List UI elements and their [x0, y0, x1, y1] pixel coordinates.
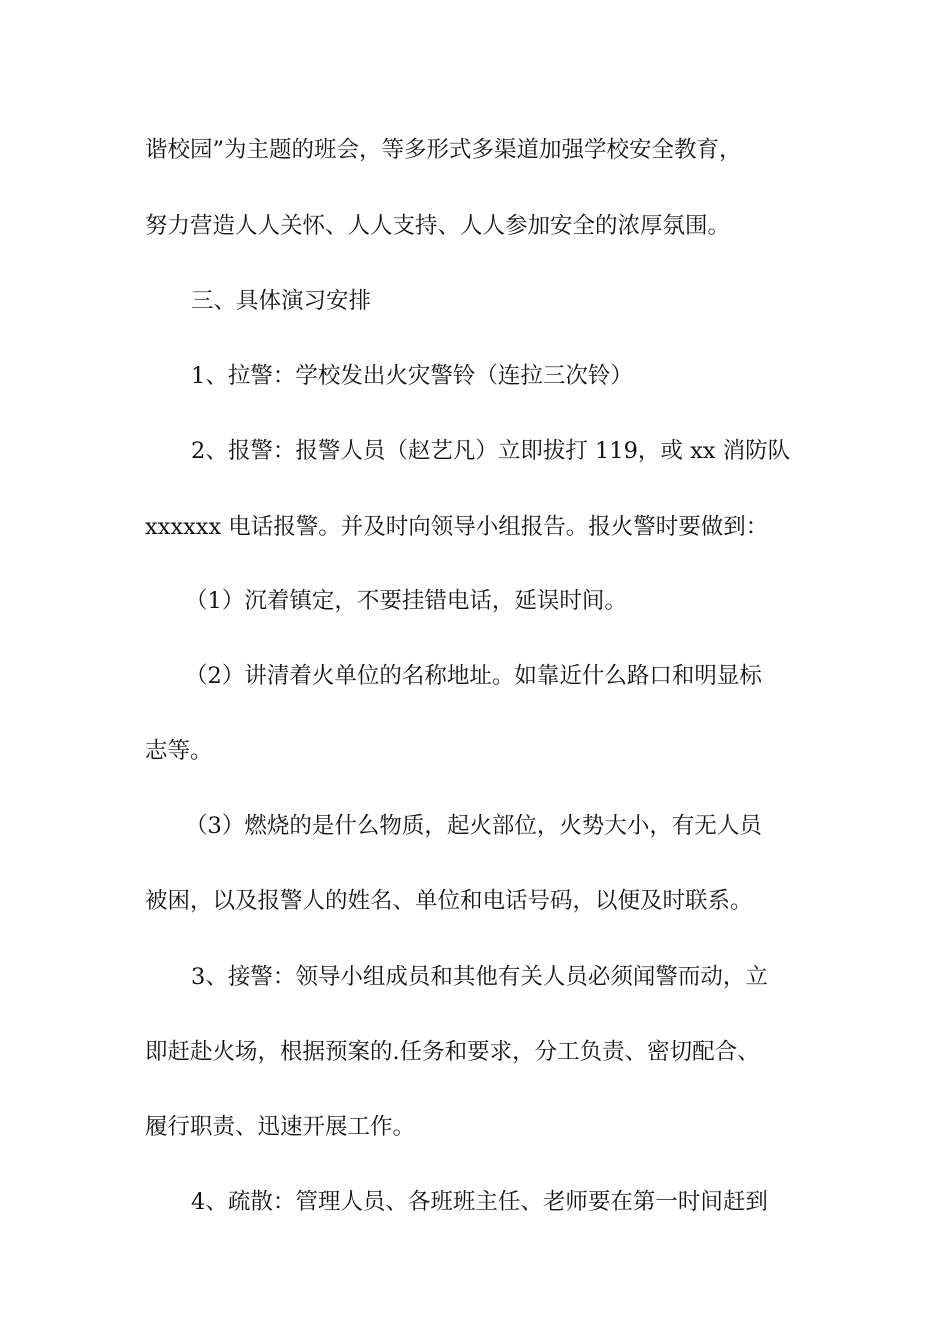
- text-line: 2、报警：报警人员（赵艺凡）立即拔打 119，或 xx 消防队: [191, 438, 791, 464]
- text-line: 志等。: [145, 738, 213, 764]
- text-line: （2）讲清着火单位的名称地址。如靠近什么路口和明显标: [185, 663, 762, 689]
- text-line: 即赶赴火场，根据预案的.任务和要求，分工负责、密切配合、: [145, 1039, 760, 1065]
- text-line: 4、疏散：管理人员、各班班主任、老师要在第一时间赶到: [191, 1189, 768, 1215]
- text-line: （1）沉着镇定，不要挂错电话，延误时间。: [185, 588, 627, 614]
- section-heading: 三、具体演习安排: [191, 288, 372, 314]
- text-line: 谐校园”为主题的班会，等多形式多渠道加强学校安全教育，: [145, 137, 742, 163]
- text-line: 1、拉警：学校发出火灾警铃（连拉三次铃）: [191, 363, 633, 389]
- text-line: （3）燃烧的是什么物质，起火部位，火势大小，有无人员: [185, 813, 762, 839]
- text-line: xxxxxx 电话报警。并及时向领导小组报告。报火警时要做到：: [145, 514, 769, 540]
- text-line: 被困，以及报警人的姓名、单位和电话号码，以便及时联系。: [145, 888, 753, 914]
- text-line: 3、接警：领导小组成员和其他有关人员必须闻警而动，立: [191, 964, 768, 990]
- text-line: 履行职责、迅速开展工作。: [145, 1114, 416, 1140]
- text-line: 努力营造人人关怀、人人支持、人人参加安全的浓厚氛围。: [145, 213, 731, 239]
